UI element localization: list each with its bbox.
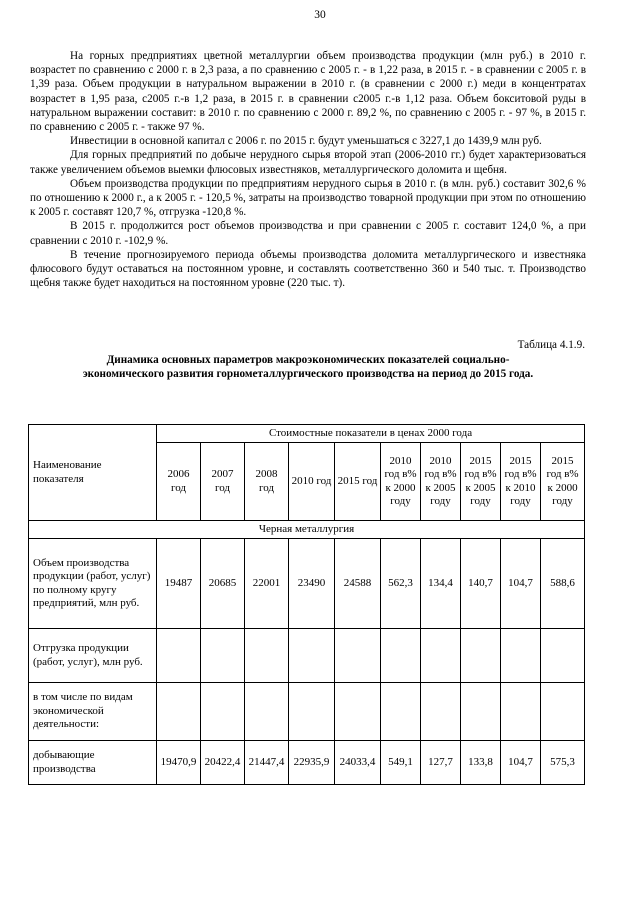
paragraph: На горных предприятиях цветной металлургии объем производства продукции (млн руб.) в 2010 г. возрастет по сравнению с 2000 г. в 2,3 раза, а по сравнению с 2005 г. - в 1,22 раза, в 2015 г. - в сравнении с 2005 г. в 1,39 раза. Объем продукции в натуральном выражении в 2010 г. (в сравнении с 2000 г.) меди в концентратах возрастет в 1,95 раза, с2005 г.-в 1,2 раза, в 2015 г. в сравнении с2005 г.-в 1,12 раза. Объем бокситовой руды в натуральном выражении составит: в 2010 г. по сравнению с 2000 г. 89,2 %, по сравнению с 2005 г. - 97 %, в 2015 г. по сравнению с 2005 г. - также 97 %.: [30, 50, 586, 134]
table-cell: [461, 629, 501, 683]
table-title-line: экономического развития горнометаллургического производства на период до 2015 года.: [82, 368, 534, 381]
section-header: Черная металлургия: [29, 521, 585, 539]
row-label: в том числе по видам экономической деятельности:: [29, 683, 157, 741]
table-cell: 20422,4: [201, 741, 245, 785]
table-caption: Таблица 4.1.9.: [517, 339, 585, 351]
table-cell: [157, 629, 201, 683]
table-cell: 104,7: [501, 539, 541, 629]
table-cell: [289, 683, 335, 741]
table-cell: [541, 629, 585, 683]
table-cell: [201, 683, 245, 741]
table-cell: 24588: [335, 539, 381, 629]
table-cell: [421, 629, 461, 683]
table-cell: 127,7: [421, 741, 461, 785]
table-title-line: Динамика основных параметров макроэкономических показателей социально-: [106, 354, 510, 366]
table-cell: 21447,4: [245, 741, 289, 785]
table-cell: 140,7: [461, 539, 501, 629]
column-header: 2010 год в% к 2000 году: [381, 443, 421, 521]
table-cell: [461, 683, 501, 741]
table-cell: 20685: [201, 539, 245, 629]
table-cell: [381, 629, 421, 683]
table-title: [30, 353, 586, 381]
table-cell: 575,3: [541, 741, 585, 785]
page-number: 30: [314, 9, 326, 21]
paragraph: Для горных предприятий по добыче нерудного сырья второй этап (2006-2010 гг.) будет характеризоваться также увеличением объемов выемки флюсовых известняков, металлургического доломита и щебня.: [30, 149, 586, 176]
table-cell: [501, 629, 541, 683]
row-label: Объем производства продукции (работ, услуг) по полному кругу предприятий, млн руб.: [29, 539, 157, 629]
body-text: [30, 49, 586, 290]
table-cell: 562,3: [381, 539, 421, 629]
table-cell: [289, 629, 335, 683]
row-label: добывающие производства: [29, 741, 157, 785]
column-header: 2010 год в% к 2005 году: [421, 443, 461, 521]
table-cell: [335, 629, 381, 683]
column-header: 2010 год: [289, 443, 335, 521]
table-cell: [201, 629, 245, 683]
column-header: 2015 год: [335, 443, 381, 521]
column-header: 2015 год в% к 2010 году: [501, 443, 541, 521]
table-cell: 19470,9: [157, 741, 201, 785]
table-cell: [245, 629, 289, 683]
table-cell: 19487: [157, 539, 201, 629]
table-cell: [421, 683, 461, 741]
paragraph: В 2015 г. продолжится рост объемов производства и при сравнении с 2005 г. составит 124,0 %, а при сравнении с 2010 г. -102,9 %.: [30, 220, 586, 247]
column-header: 2015 год в% к 2000 году: [541, 443, 585, 521]
data-table: [28, 424, 585, 785]
table-cell: 134,4: [421, 539, 461, 629]
table-cell: 22935,9: [289, 741, 335, 785]
paragraph: В течение прогнозируемого периода объемы производства доломита металлургического и известняка флюсового будут оставаться на постоянном уровне, и составлять соответственно 360 и 540 тыс. т. Производство щебня также будет находиться на постоянном уровне (220 тыс. т).: [30, 248, 586, 290]
name-header: Наименование показателя: [29, 425, 157, 521]
group-header: Стоимостные показатели в ценах 2000 года: [157, 425, 585, 443]
column-header: 2015 год в% к 2005 году: [461, 443, 501, 521]
table-cell: [335, 683, 381, 741]
column-header: 2006 год: [157, 443, 201, 521]
table-cell: [157, 683, 201, 741]
row-label: Отгрузка продукции (работ, услуг), млн руб.: [29, 629, 157, 683]
table-cell: 23490: [289, 539, 335, 629]
paragraph: Инвестиции в основной капитал с 2006 г. по 2015 г. будут уменьшаться с 3227,1 до 1439,9 млн руб.: [70, 135, 542, 148]
table-cell: 104,7: [501, 741, 541, 785]
table-cell: 22001: [245, 539, 289, 629]
column-header: 2008 год: [245, 443, 289, 521]
column-header: 2007 год: [201, 443, 245, 521]
table-cell: 24033,4: [335, 741, 381, 785]
paragraph: Объем производства продукции по предприятиям нерудного сырья в 2010 г. (в млн. руб.) составит 302,6 % по отношению к 2000 г., а к 2005 г. - 120,5 %, затраты на производство товарной продукции при этом по отношению к 2005 г. составят 120,7 %, отгрузка -120,8 %.: [30, 177, 586, 219]
table-cell: 588,6: [541, 539, 585, 629]
table-cell: [245, 683, 289, 741]
table-cell: 549,1: [381, 741, 421, 785]
table-cell: [541, 683, 585, 741]
table-cell: [381, 683, 421, 741]
table-cell: 133,8: [461, 741, 501, 785]
table-cell: [501, 683, 541, 741]
